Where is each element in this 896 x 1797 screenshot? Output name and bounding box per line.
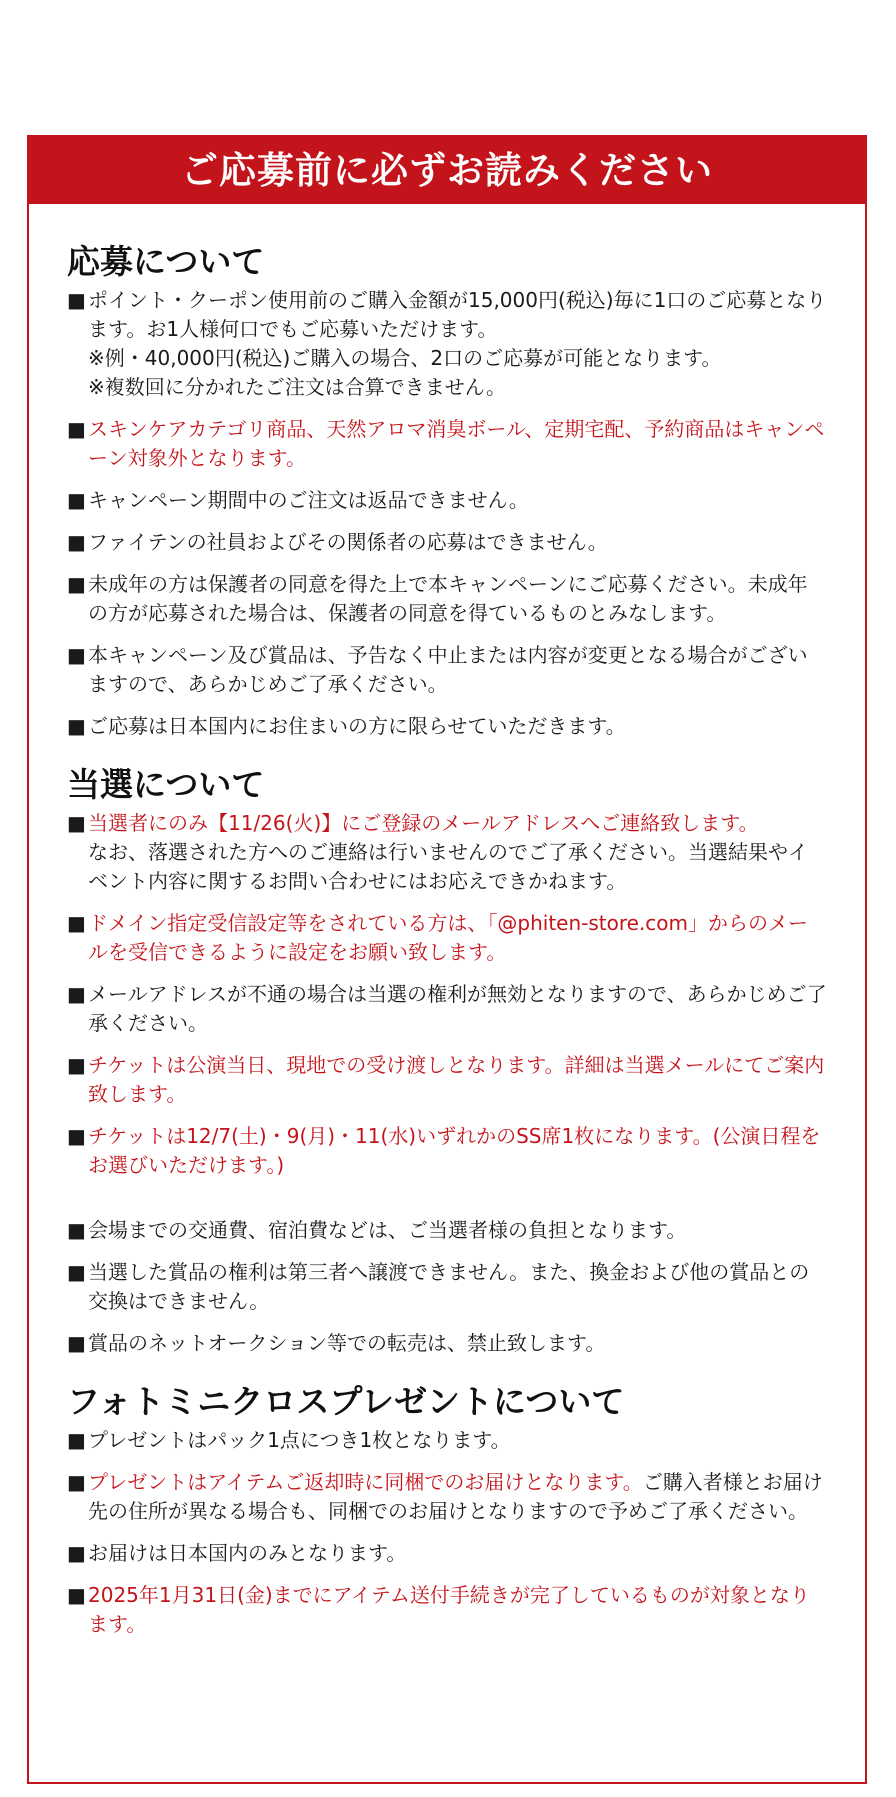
section-title-present: フォトミニクロスプレゼントについて: [67, 1382, 625, 1421]
item-highlight-text: ■ 当選者にのみ【11/26(火)】にご登録のメールアドレスへご連絡致します。: [88, 811, 759, 835]
list-item-highlight: [67, 415, 827, 473]
notice-box: [27, 135, 867, 1784]
section-title-winning: 当選について: [67, 765, 265, 804]
item-text: ファイテンの社員およびその関係者の応募はできません。: [88, 530, 608, 554]
item-text: 当選した賞品の権利は第三者へ譲渡できません。また、換金および他の賞品との交換はできません。: [88, 1260, 810, 1313]
list-item-highlight: [67, 1051, 827, 1109]
notice-header: [29, 137, 865, 204]
list-item-highlight: [67, 1122, 827, 1180]
list-item: [67, 286, 827, 402]
item-text: キャンペーン期間中のご注文は返品できません。: [88, 488, 529, 512]
list-item: [67, 486, 827, 515]
section-present: [67, 1382, 827, 1639]
item-text: プレゼントはパック1点につき1枚となります。: [88, 1428, 511, 1452]
item-note: ※例・40,000円(税込)ご購入の場合、2口のご応募が可能となります。: [88, 346, 722, 370]
item-text: ドメイン指定受信設定等をされている方は、「@phiten-store.com」からのメールを受信できるように設定をお願い致します。: [88, 911, 809, 964]
list-item: [67, 1258, 827, 1316]
list-item: [67, 980, 827, 1038]
list-item: [67, 1216, 827, 1245]
item-text: 会場までの交通費、宿泊費などは、ご当選者様の負担となります。: [88, 1218, 687, 1242]
item-highlight-text: プレゼントはアイテムご返却時に同梱でのお届けとなります。: [88, 1470, 643, 1494]
item-text: 本キャンペーン及び賞品は、予告なく中止または内容が変更となる場合がございますので、あらかじめご了承ください。: [88, 643, 808, 696]
item-text: なお、落選された方へのご連絡は行いませんのでご了承ください。当選結果やイベント内容に関するお問い合わせにはお応えできかねます。: [88, 840, 808, 893]
item-text: ご購入者様とお届け先の住所が異なる場合も、同梱でのお届けとなりますので予めご了承ください。: [88, 1470, 823, 1523]
item-text: 未成年の方は保護者の同意を得た上で本キャンペーンにご応募ください。未成年の方が応募された場合は、保護者の同意を得ているものとみなします。: [88, 572, 808, 625]
item-text: チケットは12/7(土)・9(月)・11(水)いずれかのSS席1枚になります。(公演日程をお選びいただけます。): [88, 1124, 821, 1177]
list-item: [67, 1468, 827, 1526]
section-winning: [67, 765, 827, 1358]
list-item: [67, 1426, 827, 1455]
list-item: [67, 1539, 827, 1568]
item-note: ※複数回に分かれたご注文は合算できません。: [88, 375, 506, 399]
item-text: スキンケアカテゴリ商品、天然アロマ消臭ボール、定期宅配、予約商品はキャンペーン対象外となります。: [88, 417, 825, 470]
item-text: 賞品のネットオークション等での転売は、禁止致します。: [88, 1331, 606, 1355]
list-item: [67, 528, 827, 557]
item-text: メールアドレスが不通の場合は当選の権利が無効となりますので、あらかじめご了承ください。: [88, 982, 827, 1035]
list-item-highlight: [67, 909, 827, 967]
list-item: [67, 570, 827, 628]
section-title-application: 応募について: [67, 242, 265, 281]
item-text: ■ ポイント・クーポン使用前のご購入金額が15,000円(税込)毎に1口のご応募となります。お1人様何口でもご応募いただけます。: [88, 288, 827, 341]
item-text: 2025年1月31日(金)までにアイテム送付手続きが完了しているものが対象となります。: [88, 1583, 810, 1636]
item-text: お届けは日本国内のみとなります。: [88, 1541, 407, 1565]
list-item: [67, 1329, 827, 1358]
notice-body: [29, 204, 865, 1639]
list-item-highlight: [67, 1581, 827, 1639]
list-item: [67, 641, 827, 699]
list-item: [67, 712, 827, 741]
item-text: ご応募は日本国内にお住まいの方に限らせていただきます。: [88, 714, 626, 738]
list-item: [67, 809, 827, 896]
item-text: チケットは公演当日、現地での受け渡しとなります。詳細は当選メールにてご案内致します。: [88, 1053, 825, 1106]
notice-title: ご応募前に必ずお読みください: [181, 149, 713, 192]
section-application: [67, 242, 827, 741]
